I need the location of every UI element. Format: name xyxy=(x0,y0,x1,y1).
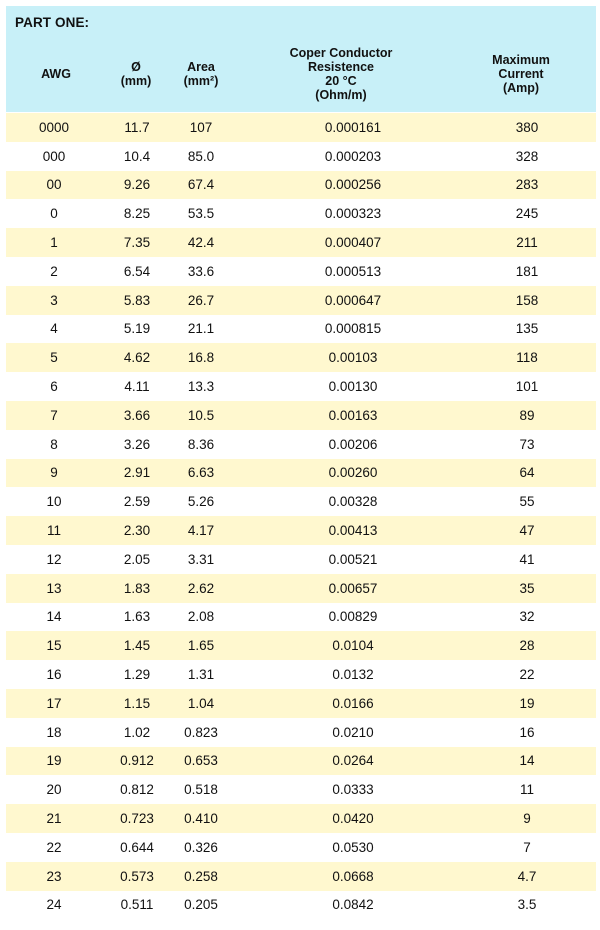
table-row xyxy=(6,574,596,603)
cell-area: 6.63 xyxy=(187,465,215,481)
cell-current: 3.5 xyxy=(517,897,537,913)
cell-awg: 23 xyxy=(46,868,62,884)
cell-current: 35 xyxy=(519,580,535,596)
cell-awg: 7 xyxy=(50,407,58,423)
header-diameter: Ø (mm) xyxy=(120,60,152,88)
cell-diameter: 2.59 xyxy=(123,494,151,510)
cell-awg: 00 xyxy=(46,177,62,193)
cell-diameter: 1.45 xyxy=(123,638,151,654)
cell-resistance: 0.00657 xyxy=(328,580,378,596)
cell-resistance: 0.000815 xyxy=(324,321,382,337)
cell-resistance: 0.00163 xyxy=(328,407,378,423)
cell-awg: 20 xyxy=(46,782,62,798)
cell-area: 21.1 xyxy=(187,321,215,337)
table-row xyxy=(6,747,596,776)
cell-resistance: 0.0668 xyxy=(332,868,374,884)
table-row xyxy=(6,459,596,488)
cell-current: 47 xyxy=(519,523,535,539)
cell-area: 16.8 xyxy=(187,350,215,366)
cell-diameter: 4.11 xyxy=(124,379,150,395)
cell-diameter: 11.7 xyxy=(124,119,150,135)
cell-current: 135 xyxy=(515,321,539,337)
cell-diameter: 4.62 xyxy=(123,350,151,366)
cell-awg: 14 xyxy=(46,609,62,625)
table-row xyxy=(6,372,596,401)
cell-awg: 13 xyxy=(46,580,62,596)
cell-area: 53.5 xyxy=(187,206,215,222)
cell-diameter: 6.54 xyxy=(123,263,151,279)
cell-area: 0.205 xyxy=(184,897,218,913)
table-row xyxy=(6,142,596,171)
cell-current: 32 xyxy=(519,609,535,625)
cell-diameter: 2.91 xyxy=(123,465,151,481)
cell-current: 9 xyxy=(523,811,531,827)
cell-current: 19 xyxy=(519,695,535,711)
table-row xyxy=(6,804,596,833)
cell-resistance: 0.000256 xyxy=(324,177,382,193)
cell-current: 245 xyxy=(515,206,539,222)
header-awg: AWG xyxy=(41,67,71,81)
cell-area: 1.65 xyxy=(187,638,215,654)
cell-current: 4.7 xyxy=(517,868,537,884)
cell-awg: 18 xyxy=(46,724,62,740)
cell-diameter: 0.511 xyxy=(120,897,154,913)
cell-resistance: 0.0842 xyxy=(332,897,374,913)
header-current: Maximum Current (Amp) xyxy=(492,53,550,95)
table-row xyxy=(6,891,596,920)
table-row xyxy=(6,430,596,459)
cell-diameter: 5.83 xyxy=(123,292,151,308)
cell-resistance: 0.000323 xyxy=(324,206,382,222)
cell-awg: 9 xyxy=(50,465,58,481)
cell-resistance: 0.00829 xyxy=(328,609,378,625)
cell-diameter: 0.723 xyxy=(120,811,154,827)
table-row xyxy=(6,113,596,142)
header-resistance: Coper Conductor Resistence 20 °C (Ohm/m) xyxy=(289,46,393,102)
table-row xyxy=(6,660,596,689)
cell-resistance: 0.00260 xyxy=(328,465,378,481)
cell-resistance: 0.0166 xyxy=(332,695,374,711)
table-row xyxy=(6,171,596,200)
cell-area: 0.518 xyxy=(184,782,218,798)
cell-area: 0.823 xyxy=(184,724,218,740)
cell-diameter: 0.644 xyxy=(120,839,154,855)
cell-diameter: 1.02 xyxy=(123,724,151,740)
cell-awg: 22 xyxy=(46,839,62,855)
cell-diameter: 5.19 xyxy=(123,321,151,337)
cell-area: 2.08 xyxy=(187,609,215,625)
cell-resistance: 0.0264 xyxy=(332,753,374,769)
cell-awg: 11 xyxy=(46,523,61,539)
cell-area: 5.26 xyxy=(187,494,215,510)
table-row xyxy=(6,862,596,891)
cell-awg: 24 xyxy=(46,897,62,913)
cell-current: 328 xyxy=(515,148,539,164)
table-header xyxy=(6,6,596,113)
cell-diameter: 9.26 xyxy=(123,177,151,193)
cell-current: 181 xyxy=(515,263,539,279)
cell-area: 0.653 xyxy=(184,753,218,769)
cell-diameter: 7.35 xyxy=(123,235,151,251)
cell-awg: 21 xyxy=(46,811,62,827)
cell-diameter: 3.66 xyxy=(123,407,151,423)
cell-awg: 1 xyxy=(50,235,58,251)
table-row xyxy=(6,286,596,315)
table-row xyxy=(6,199,596,228)
cell-current: 55 xyxy=(519,494,535,510)
cell-current: 101 xyxy=(515,379,539,395)
cell-current: 41 xyxy=(519,551,535,567)
cell-awg: 17 xyxy=(46,695,62,711)
cell-awg: 10 xyxy=(46,494,62,510)
cell-resistance: 0.0420 xyxy=(332,811,374,827)
table-row xyxy=(6,718,596,747)
cell-resistance: 0.000513 xyxy=(324,263,382,279)
table-row xyxy=(6,343,596,372)
table-row xyxy=(6,228,596,257)
cell-diameter: 1.83 xyxy=(123,580,151,596)
cell-awg: 15 xyxy=(46,638,62,654)
cell-area: 42.4 xyxy=(187,235,215,251)
cell-area: 8.36 xyxy=(187,436,215,452)
table-row xyxy=(6,257,596,286)
cell-area: 33.6 xyxy=(187,263,215,279)
cell-resistance: 0.0333 xyxy=(332,782,374,798)
cell-current: 380 xyxy=(515,119,539,135)
cell-diameter: 0.812 xyxy=(120,782,154,798)
cell-diameter: 1.15 xyxy=(123,695,151,711)
cell-resistance: 0.00206 xyxy=(328,436,378,452)
cell-resistance: 0.00130 xyxy=(328,379,378,395)
cell-current: 64 xyxy=(519,465,535,481)
cell-area: 10.5 xyxy=(187,407,215,423)
cell-awg: 8 xyxy=(50,436,58,452)
table-row xyxy=(6,833,596,862)
cell-current: 11 xyxy=(519,782,534,798)
table-row xyxy=(6,487,596,516)
cell-awg: 16 xyxy=(46,667,62,683)
cell-awg: 0000 xyxy=(38,119,70,135)
cell-area: 0.410 xyxy=(184,811,218,827)
cell-current: 89 xyxy=(519,407,535,423)
cell-awg: 4 xyxy=(50,321,58,337)
cell-awg: 000 xyxy=(42,148,66,164)
cell-diameter: 1.63 xyxy=(123,609,151,625)
cell-resistance: 0.0132 xyxy=(332,667,374,683)
cell-resistance: 0.000203 xyxy=(324,148,382,164)
table-row xyxy=(6,631,596,660)
cell-awg: 6 xyxy=(50,379,58,395)
cell-resistance: 0.00103 xyxy=(328,350,378,366)
cell-area: 0.258 xyxy=(184,868,218,884)
cell-awg: 0 xyxy=(50,206,58,222)
cell-resistance: 0.000407 xyxy=(324,235,382,251)
cell-resistance: 0.00328 xyxy=(328,494,378,510)
cell-area: 3.31 xyxy=(187,551,215,567)
cell-current: 283 xyxy=(515,177,539,193)
cell-area: 2.62 xyxy=(187,580,215,596)
cell-area: 1.31 xyxy=(187,667,215,683)
cell-area: 107 xyxy=(189,119,213,135)
cell-area: 26.7 xyxy=(187,292,215,308)
wire-gauge-table xyxy=(6,6,596,919)
cell-resistance: 0.0210 xyxy=(332,724,374,740)
table-row xyxy=(6,775,596,804)
cell-current: 73 xyxy=(519,436,535,452)
cell-current: 16 xyxy=(519,724,535,740)
header-area: Area (mm²) xyxy=(183,60,219,88)
cell-current: 118 xyxy=(516,350,538,366)
cell-resistance: 0.0530 xyxy=(332,839,374,855)
column-headers xyxy=(6,38,596,110)
cell-current: 28 xyxy=(519,638,535,654)
table-row xyxy=(6,689,596,718)
cell-resistance: 0.0104 xyxy=(332,638,374,654)
cell-area: 13.3 xyxy=(187,379,215,395)
table-row xyxy=(6,603,596,632)
cell-current: 14 xyxy=(519,753,535,769)
cell-awg: 5 xyxy=(50,350,58,366)
cell-area: 0.326 xyxy=(184,839,218,855)
cell-diameter: 1.29 xyxy=(123,667,151,683)
cell-awg: 19 xyxy=(46,753,62,769)
cell-current: 158 xyxy=(515,292,539,308)
cell-diameter: 0.912 xyxy=(120,753,154,769)
cell-diameter: 3.26 xyxy=(123,436,151,452)
cell-resistance: 0.000161 xyxy=(324,119,382,135)
cell-resistance: 0.00413 xyxy=(328,523,378,539)
cell-area: 67.4 xyxy=(187,177,215,193)
cell-awg: 12 xyxy=(46,551,62,567)
table-body xyxy=(6,113,596,919)
cell-area: 85.0 xyxy=(187,148,215,164)
table-row xyxy=(6,315,596,344)
table-row xyxy=(6,516,596,545)
table-row xyxy=(6,401,596,430)
cell-diameter: 2.30 xyxy=(123,523,151,539)
cell-diameter: 10.4 xyxy=(123,148,151,164)
table-row xyxy=(6,545,596,574)
cell-diameter: 2.05 xyxy=(123,551,151,567)
cell-resistance: 0.000647 xyxy=(324,292,382,308)
cell-resistance: 0.00521 xyxy=(328,551,378,567)
cell-area: 4.17 xyxy=(187,523,215,539)
part-title: PART ONE: xyxy=(15,15,90,30)
cell-current: 211 xyxy=(516,235,538,251)
cell-awg: 2 xyxy=(50,263,58,279)
cell-diameter: 0.573 xyxy=(120,868,154,884)
cell-awg: 3 xyxy=(50,292,58,308)
cell-current: 22 xyxy=(519,667,535,683)
cell-area: 1.04 xyxy=(187,695,215,711)
cell-current: 7 xyxy=(523,839,531,855)
cell-diameter: 8.25 xyxy=(123,206,151,222)
